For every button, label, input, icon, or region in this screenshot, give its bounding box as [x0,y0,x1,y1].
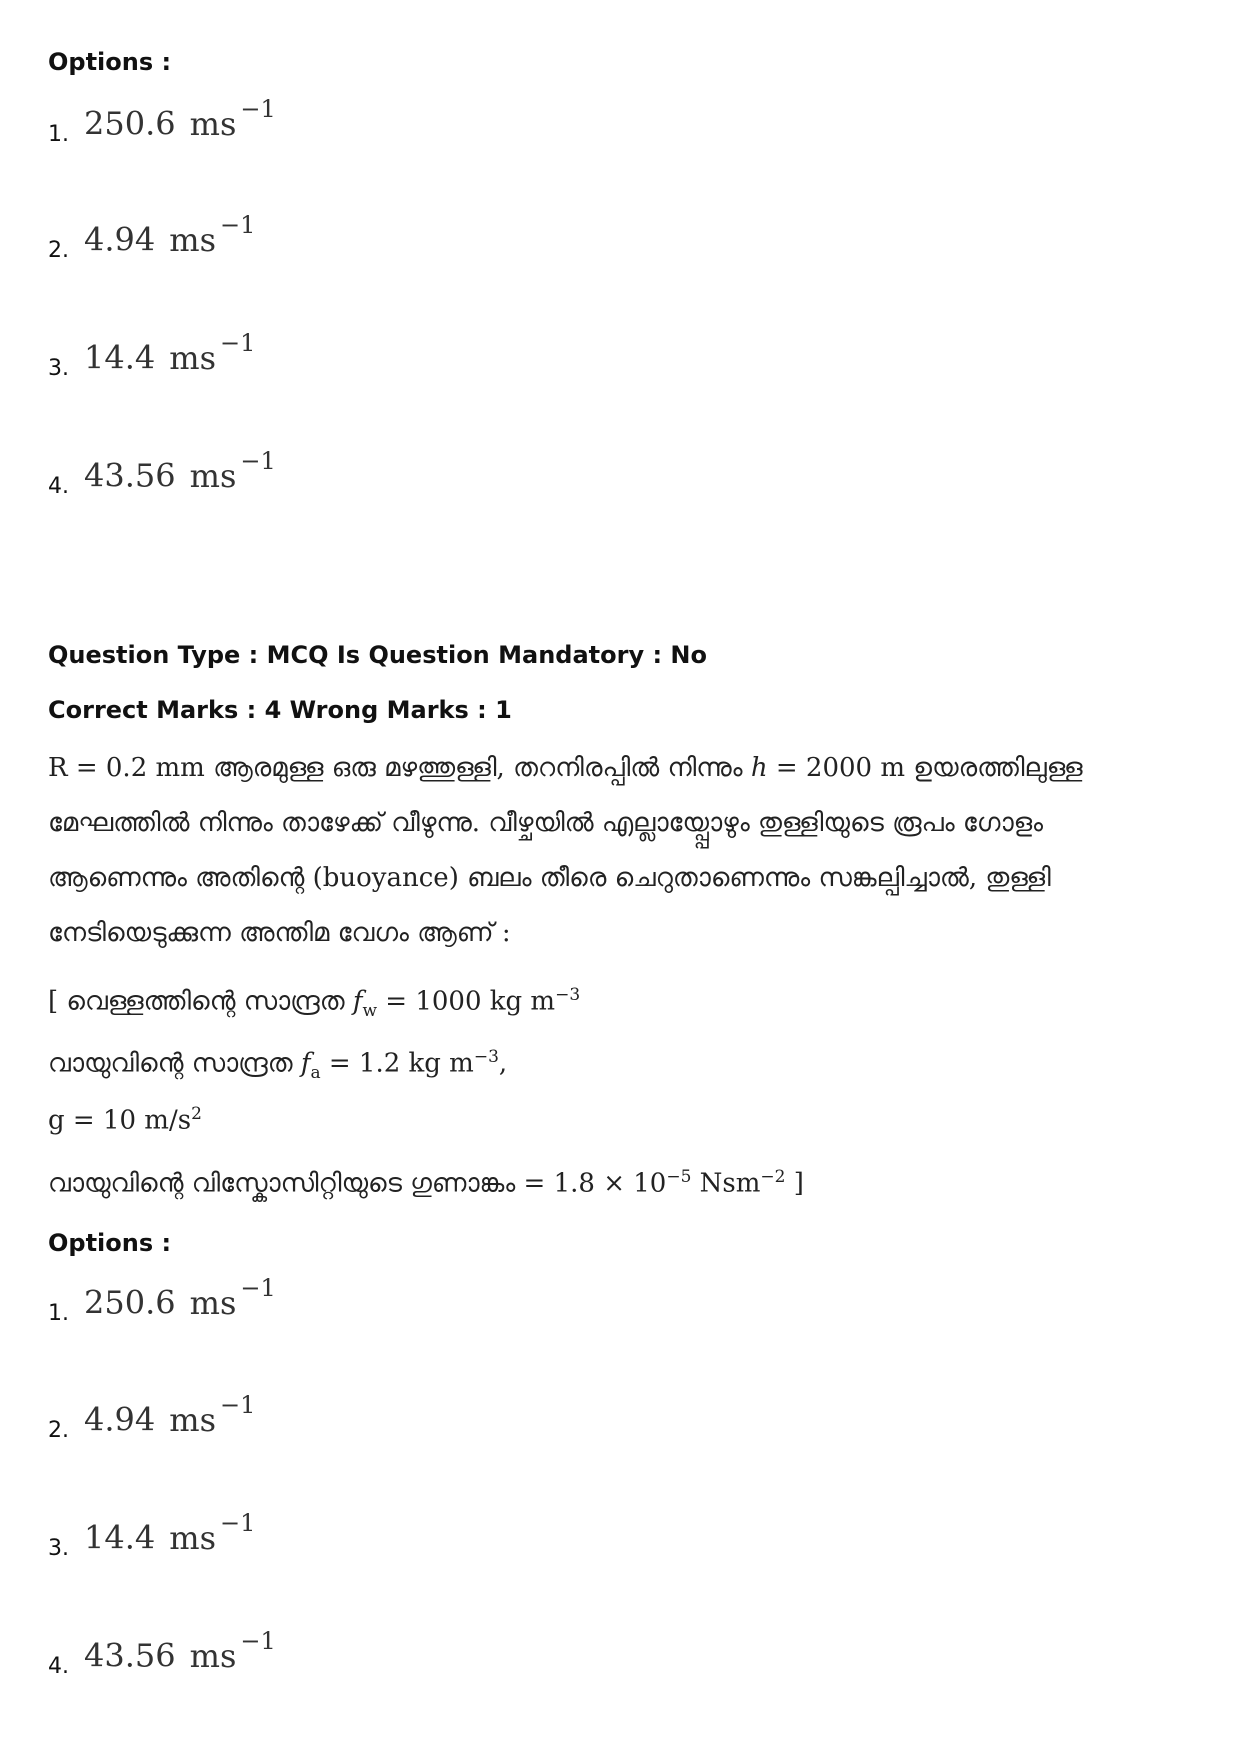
option-value: 43.56 ms $^{-1}$ [84,447,276,495]
question-text-line-6: വായുവിന്റെ സാന്ദ്രത $f_a = 1.2$ kg $m^{-3}$, [48,1047,508,1083]
option-value: 14.4 ms $^{-1}$ [84,1509,256,1557]
question-text-line-2: മേഘത്തിൽ നിന്നും താഴേക്ക് വീഴുന്നു. വീഴ്ചയിൽ എല്ലായ്പ്പോഴും തുള്ളിയുടെ രൂപം ഗോളം [48,808,1044,838]
question-text-line-5: [ വെള്ളത്തിന്റെ സാന്ദ്രത $f_w = 1000$ kg $m^{-3}$ [48,985,581,1021]
option-value: 43.56 ms $^{-1}$ [84,1627,276,1675]
option-value: 250.6 ms $^{-1}$ [84,1274,276,1322]
option-number: 4. [48,474,69,499]
option-number: 3. [48,356,69,381]
options-heading: Options : [48,1229,172,1257]
option-number: 3. [48,1536,69,1561]
option-value: 4.94 ms $^{-1}$ [84,211,256,259]
question-text-line-1: R = 0.2 mm ആരമുള്ള ഒരു മഴത്തുള്ളി, തറനിരപ്പിൽ നിന്നും h = 2000 m ഉയരത്തിലുള്ള [48,753,1083,783]
options-heading: Options : [48,48,172,76]
option-number: 1. [48,1301,69,1326]
question-text-line-7: g = 10 $m/s^2$ [48,1104,202,1136]
option-number: 1. [48,122,69,147]
option-number: 2. [48,238,69,263]
question-type-line: Question Type : MCQ Is Question Mandatory : No [48,641,707,669]
option-value: 4.94 ms $^{-1}$ [84,1391,256,1439]
question-text-line-3: ആണെന്നും അതിന്റെ (buoyance) ബലം തീരെ ചെറുതാണെന്നും സങ്കല്പിച്ചാൽ, തുള്ളി [48,863,1051,893]
question-text-line-8: വായുവിന്റെ വിസ്കോസിറ്റിയുടെ ഗുണാങ്കം = $1.8 \times 10^{-5}$ Nsm$^{-2}$ ] [48,1167,804,1199]
option-number: 2. [48,1418,69,1443]
option-value: 250.6 ms $^{-1}$ [84,95,276,143]
option-value: 14.4 ms $^{-1}$ [84,329,256,377]
question-text-line-4: നേടിയെടുക്കുന്ന അന്തിമ വേഗം ആണ് : [48,918,511,948]
option-number: 4. [48,1654,69,1679]
marks-line: Correct Marks : 4 Wrong Marks : 1 [48,696,512,724]
